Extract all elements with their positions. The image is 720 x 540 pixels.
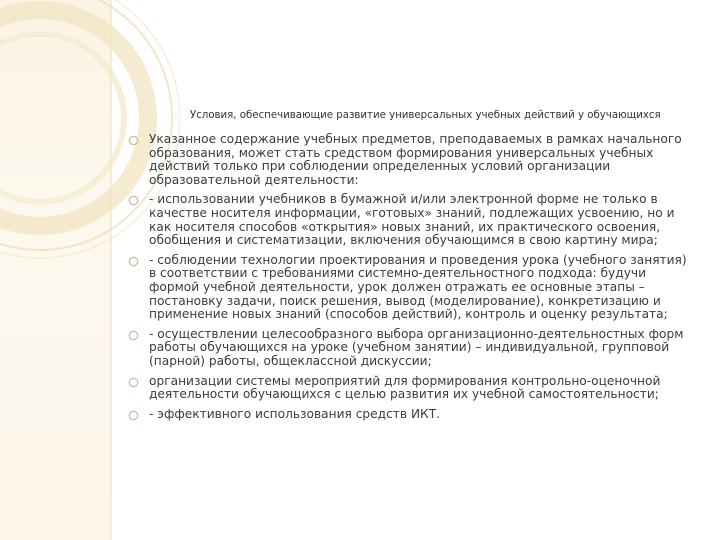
- bullet-circle-icon: [128, 135, 139, 146]
- slide-subtitle: Условия, обеспечивающие развитие универсальных учебных действий у обучающихся: [190, 110, 661, 121]
- subtitle-row: [174, 109, 704, 125]
- bullet-circle-icon: [128, 330, 139, 341]
- list-item-text: - использовании учебников в бумажной и/или электронной форме не только в качестве носителя информации, «готовых» знаний, подлежащих усвоению, но и как носителя способов «открытия» новых знаний, их практического освоения, обобщения и систематизации, включения обучающимся в свою картину мира;: [149, 192, 675, 248]
- list-item: [128, 408, 690, 422]
- subtitle-bullet-icon: ◦: [174, 111, 179, 120]
- bullet-list: [128, 133, 690, 427]
- list-item-text: - соблюдении технологии проектирования и проведения урока (учебного занятия) в соответствии с требованиями системно-деятельностного подхода: будучи формой учебной деятельности, урок должен отражать ее основные этапы – постановку задачи, поиск решения, вывод (моделирование), конкретизацию и применение новых знаний (способов действий), контроль и оценку результата;: [149, 252, 687, 322]
- list-item: [128, 193, 690, 247]
- list-item: [128, 133, 690, 187]
- list-item-text: Указанное содержание учебных предметов, преподаваемых в рамках начального образования, может стать средством формирования универсальных учебных действий только при соблюдении определенных условий организации образовательной деятельности:: [149, 132, 682, 187]
- bullet-circle-icon: [128, 377, 139, 388]
- list-item: [128, 375, 690, 402]
- bullet-circle-icon: [128, 195, 139, 206]
- bullet-circle-icon: [128, 256, 139, 267]
- list-item: [128, 328, 690, 369]
- bullet-circle-icon: [128, 410, 139, 421]
- list-item-text: - осуществлении целесообразного выбора организационно-деятельностных форм работы обучающихся на уроке (учебном занятии) – индивидуальной, групповой (парной) работы, общеклассной дискуссии;: [149, 326, 684, 368]
- list-item-text: организации системы мероприятий для формирования контрольно-оценочной деятельности обучающихся с целью развития их учебной самостоятельности;: [149, 373, 661, 402]
- list-item: [128, 254, 690, 322]
- list-item-text: - эффективного использования средств ИКТ.: [149, 406, 441, 421]
